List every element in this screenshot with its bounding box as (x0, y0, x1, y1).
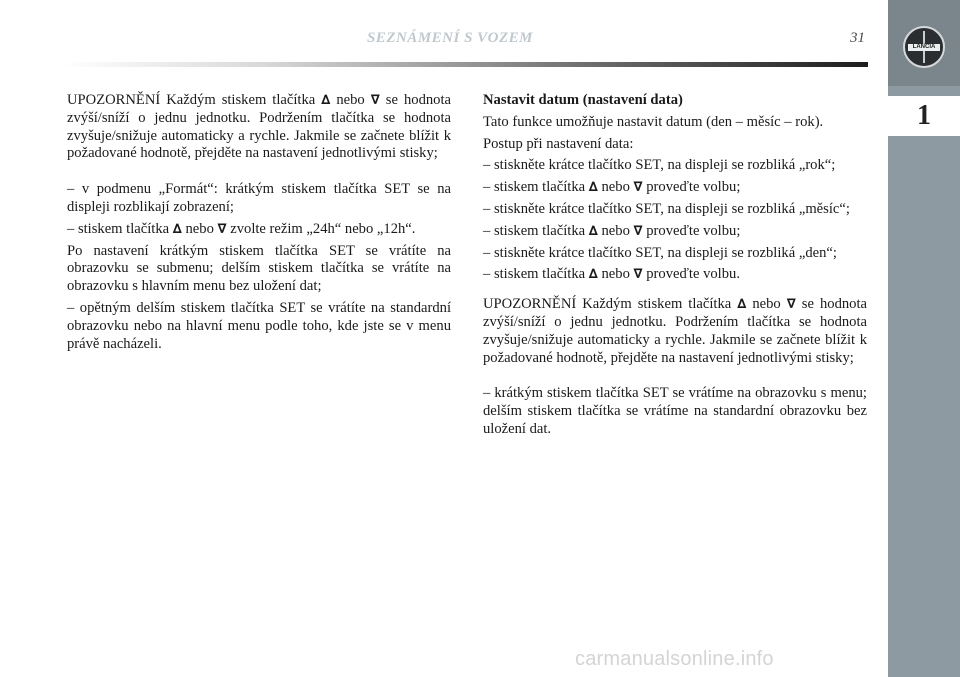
select-text: – stiskem tlačítka (483, 266, 589, 283)
up-arrow-icon: ∆ (321, 93, 331, 108)
chapter-sidebar (888, 0, 960, 677)
select-text: – stiskem tlačítka (483, 222, 589, 239)
section-heading: Nastavit datum (nastavení data) (483, 92, 683, 108)
chapter-tab (888, 96, 960, 136)
warning-text: UPOZORNĚNÍ Každým stiskem tlačítka (67, 92, 322, 108)
up-arrow-icon: ∆ (588, 267, 598, 283)
warning-paragraph (483, 296, 867, 367)
select-text-or: nebo (597, 222, 634, 239)
select-text-rest: proveďte volbu. (642, 266, 740, 283)
header-rule (64, 62, 868, 67)
after-setting-paragraph: Po nastavení krátkým stiskem tlačítka SET se vrátíte na obrazovku se submenu; delším stiskem tlačítka se vrátíte na obrazovku s hlavním menu bez uložení dat; (67, 242, 451, 295)
up-arrow-icon: ∆ (588, 180, 598, 196)
section-title: SEZNÁMENÍ S VOZEM (366, 30, 534, 46)
warning-text-rest: se hodnota zvýší/sníží o jednu jednotku. Podržením tlačítka se hodnota zvyšuje/snižuje automaticky a rychle. Jakmile se začnete blížit k požadované hodnotě, přejděte na nastavení jednotlivými stisky; (483, 296, 867, 366)
submenu-step: – v podmenu „Formát“: krátkým stiskem tlačítka SET se na displeji rozblikají zobrazení; (67, 181, 451, 215)
warning-paragraph (67, 92, 451, 163)
select-step (483, 179, 867, 197)
watermark: carmanualsonline.info (575, 648, 774, 670)
up-arrow-icon: ∆ (588, 223, 598, 239)
page-number: 31 (850, 30, 865, 46)
sidebar-header (888, 0, 960, 86)
repeat-paragraph: – opětným delším stiskem tlačítka SET se vrátíte na standardní obrazovku nebo na hlavní menu podle toho, kde jste se v menu právě nacházeli. (67, 299, 451, 352)
logo-text: LANCIA (912, 44, 936, 50)
intro-paragraph: Tato funkce umožňuje nastavit datum (den – měsíc – rok). (483, 113, 824, 130)
step-day: – stiskněte krátce tlačítko SET, na displeji se rozbliká „den“; (483, 244, 837, 261)
down-arrow-icon: ∇ (633, 180, 643, 196)
step-year: – stiskněte krátce tlačítko SET, na displeji se rozbliká „rok“; (483, 157, 836, 174)
up-arrow-icon: ∆ (737, 297, 747, 313)
select-text: – stiskem tlačítka (483, 179, 589, 196)
right-column (483, 92, 867, 439)
warning-text-or: nebo (746, 296, 787, 313)
select-text-or: nebo (181, 220, 218, 237)
select-step (67, 221, 451, 239)
select-text-or: nebo (597, 266, 634, 283)
procedure-label: Postup při nastavení data: (483, 135, 634, 152)
return-paragraph: – krátkým stiskem tlačítka SET se vrátíme na obrazovku s menu; delším stiskem tlačítka se vrátíme na standardní obrazovku bez uložení dat. (483, 385, 867, 437)
select-text-rest: zvolte režim „24h“ nebo „12h“. (226, 220, 416, 237)
select-text: – stiskem tlačítka (67, 220, 173, 237)
down-arrow-icon: ∇ (786, 297, 796, 313)
warning-text: UPOZORNĚNÍ Každým stiskem tlačítka (483, 296, 738, 313)
select-step (483, 223, 867, 241)
select-text-rest: proveďte volbu; (642, 179, 741, 196)
warning-text-or: nebo (330, 92, 371, 108)
select-text-or: nebo (597, 179, 634, 196)
down-arrow-icon: ∇ (633, 267, 643, 283)
select-step (483, 266, 867, 284)
down-arrow-icon: ∇ (217, 221, 227, 237)
lancia-logo-icon (903, 26, 945, 68)
down-arrow-icon: ∇ (633, 223, 643, 239)
chapter-number: 1 (917, 100, 931, 131)
down-arrow-icon: ∇ (370, 93, 380, 108)
left-column (67, 92, 451, 353)
up-arrow-icon: ∆ (172, 221, 182, 237)
step-month: – stiskněte krátce tlačítko SET, na displeji se rozbliká „měsíc“; (483, 200, 850, 217)
select-text-rest: proveďte volbu; (642, 222, 741, 239)
warning-text-rest: se hodnota zvýší/sníží o jednu jednotku. Podržením tlačítka se hodnota zvyšuje/snižuje automaticky a rychle. Jakmile se začnete blížit k požadované hodnotě, přejděte na nastavení jednotlivými stisky; (67, 92, 451, 162)
